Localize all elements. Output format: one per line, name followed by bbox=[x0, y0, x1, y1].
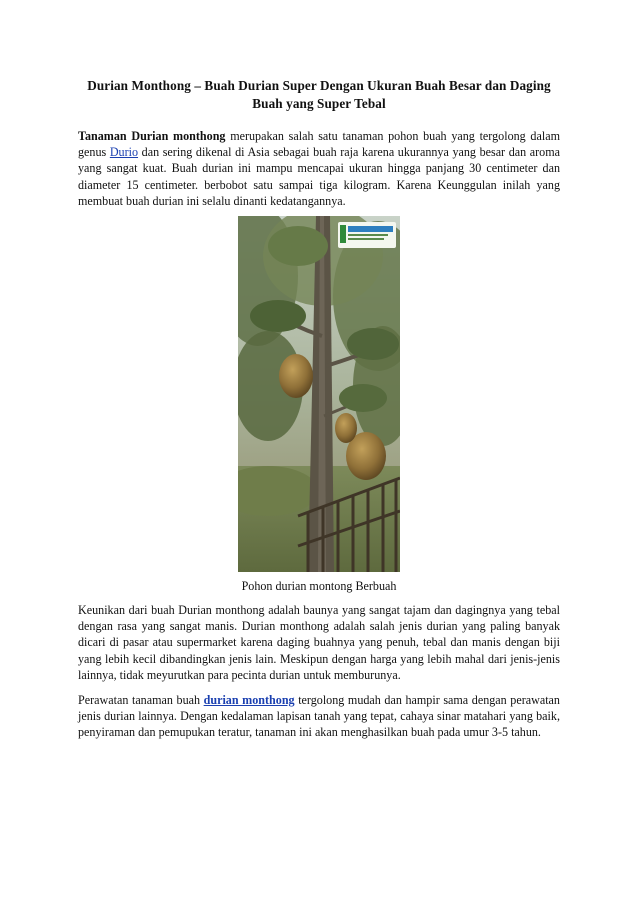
paragraph-uniqueness: Keunikan dari buah Durian monthong adalah baunya yang sangat tajam dan dagingnya yang tebal dengan rasa yang sangat manis. Durian monthong adalah salah jenis durian yang paling banyak dicari di pasar atau supermarket karena daging buahnya yang penuh, tebal dan manis dengan biji yang lebih kecil dibandingkan jenis lain. Meskipun dengan harga yang lebih mahal dari jenis-jenis lainnya, tidak meyurutkan para pecinta durian untuk memburunya. bbox=[78, 603, 560, 682]
durian-monthong-link[interactable]: durian monthong bbox=[203, 693, 295, 707]
intro-lead-bold: Tanaman Durian monthong bbox=[78, 129, 226, 143]
durian-tree-illustration bbox=[238, 216, 400, 572]
durio-link[interactable]: Durio bbox=[109, 145, 139, 160]
jual-benih-murah-logo bbox=[338, 222, 396, 248]
intro-text-b: dan sering dikenal di Asia sebagai buah raja karena ukurannya yang besar dan aroma yang sangat kuat. Buah durian ini mampu mencapai ukuran hingga panjang 30 centimeter dan diameter 15 centimeter. berbobot satu sampai tiga kilogram. Karena Keunggulan inilah yang membuat buah durian ini selalu dinanti kedatangannya. bbox=[78, 145, 560, 208]
intro-text-a: merupakan salah satu tanaman pohon buah yang tergolong dalam genus bbox=[78, 129, 560, 160]
paragraph-care bbox=[78, 692, 560, 741]
paragraph-intro bbox=[78, 128, 560, 209]
durian-tree-photo bbox=[238, 216, 400, 572]
care-text-a: Perawatan tanaman buah bbox=[78, 693, 204, 707]
image-caption: Pohon durian montong Berbuah bbox=[241, 579, 397, 593]
care-text-b: tergolong mudah dan hampir sama dengan perawatan jenis durian lainnya. Dengan kedalaman lapisan tanah yang tepat, cahaya sinar matahari yang baik, penyiraman dan pemupukan teratur, tanaman ini akan menghasilkan buah pada umur 3-5 tahun. bbox=[78, 693, 560, 740]
document-title: Durian Monthong – Buah Durian Super Dengan Ukuran Buah Besar dan Daging Buah yang Super Tebal bbox=[87, 78, 551, 111]
